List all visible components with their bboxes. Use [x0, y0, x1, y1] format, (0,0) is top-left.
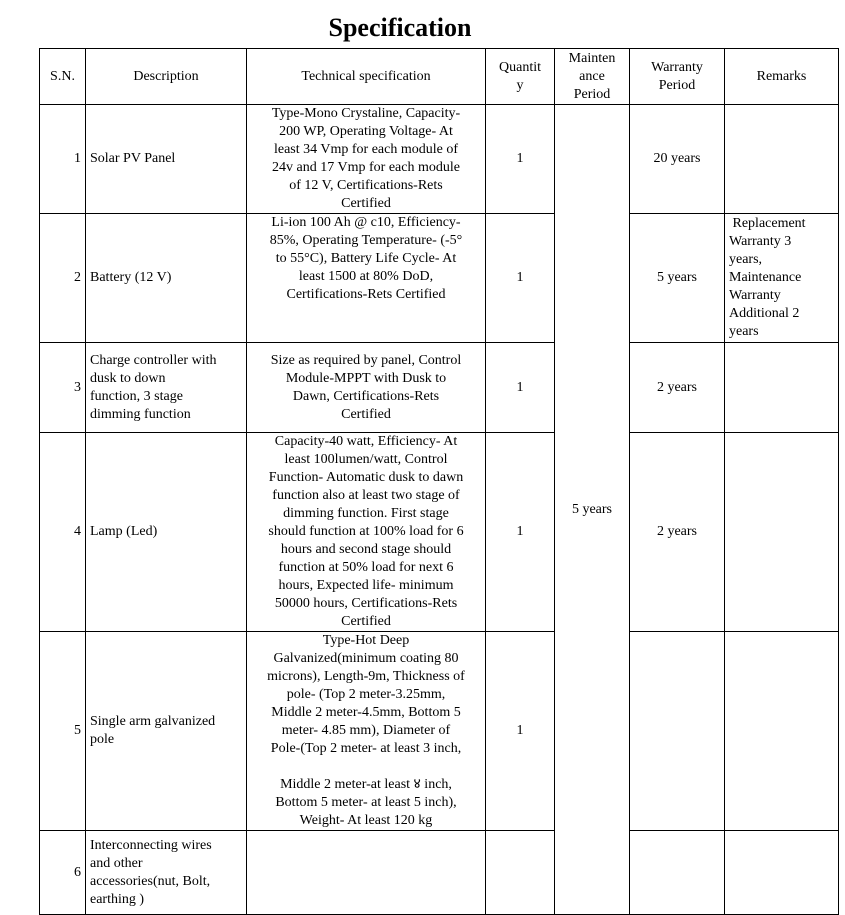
tech-line: pole- (Top 2 meter-3.25mm,: [286, 687, 446, 702]
desc-line: Charge controller with: [90, 352, 217, 368]
row-remarks: [725, 343, 839, 433]
row-quantity: 1: [486, 214, 555, 343]
remark-line: Warranty 3: [729, 234, 792, 249]
remark-line: years: [729, 324, 759, 339]
tech-line: Certifications-Rets Certified: [286, 287, 446, 302]
tech-line: Certified: [341, 614, 391, 629]
row-sn: 2: [40, 214, 86, 343]
tech-line: function at 50% load for next 6: [278, 560, 454, 575]
tech-line: Galvanized(minimum coating 80: [273, 651, 459, 666]
tech-line: Pole-(Top 2 meter- at least 3 inch,: [270, 741, 462, 756]
row-description: [86, 343, 247, 433]
table-row: [40, 214, 839, 343]
row-technical: [247, 632, 486, 831]
row-warranty: [630, 831, 725, 915]
row-sn: 1: [40, 105, 86, 214]
desc-line: dimming function: [90, 406, 191, 422]
header-sn: S.N.: [40, 49, 86, 105]
tech-line: Middle 2 meter-4.5mm, Bottom 5: [271, 705, 461, 720]
tech-line: Module-MPPT with Dusk to: [285, 370, 447, 386]
tech-line: Dawn, Certifications-Rets: [292, 388, 440, 404]
row-description: [86, 831, 247, 915]
row-remarks: [725, 831, 839, 915]
remark-line: Replacement: [729, 216, 806, 231]
tech-line: dimming function. First stage: [283, 506, 449, 521]
row-quantity: 1: [486, 343, 555, 433]
header-warranty-line2: Period: [658, 77, 696, 93]
tech-line: Bottom 5 meter- at least 5 inch),: [275, 795, 457, 810]
remark-line: Warranty: [729, 288, 781, 303]
tech-line: Li-ion 100 Ah @ c10, Efficiency-: [271, 215, 461, 230]
tech-line: meter- 4.85 mm), Diameter of: [281, 723, 451, 738]
tech-line: hours and second stage should: [280, 542, 452, 557]
row-quantity: 1: [486, 433, 555, 632]
header-quantity-line1: Quantit: [499, 59, 541, 75]
specification-table: [39, 48, 839, 915]
remark-line: Additional 2: [729, 306, 800, 321]
tech-line: 85%, Operating Temperature- (-5°: [269, 233, 463, 248]
header-row: [40, 49, 839, 105]
tech-line: 50000 hours, Certifications-Rets: [274, 596, 458, 611]
tech-line: least 34 Vmp for each module of: [273, 142, 459, 157]
row-warranty: 20 years: [630, 105, 725, 214]
header-warranty-line1: Warranty: [651, 59, 703, 75]
table-row: [40, 831, 839, 915]
row-technical: [247, 343, 486, 433]
header-maintenance-line3: Period: [573, 86, 611, 102]
row-warranty: 5 years: [630, 214, 725, 343]
desc-line: earthing ): [90, 891, 145, 907]
tech-line: Type-Mono Crystaline, Capacity-: [271, 106, 461, 121]
remark-line: Maintenance: [729, 270, 802, 285]
page-title: Specification: [328, 13, 472, 42]
row-sn: 4: [40, 433, 86, 632]
tech-line: to 55°C), Battery Life Cycle- At: [275, 251, 457, 266]
desc-line: pole: [90, 732, 115, 747]
tech-line: 200 WP, Operating Voltage- At: [279, 124, 453, 139]
row-description: [86, 632, 247, 831]
header-remarks: Remarks: [725, 49, 839, 105]
header-quantity-line2: y: [516, 77, 524, 93]
row-remarks: [725, 632, 839, 831]
table-row: [40, 632, 839, 831]
tech-line: Certified: [341, 196, 391, 211]
desc-line: accessories(nut, Bolt,: [90, 873, 211, 889]
row-description: Battery (12 V): [86, 214, 247, 343]
tech-line: Size as required by panel, Control: [270, 352, 462, 368]
row-remarks: [725, 105, 839, 214]
desc-line: Single arm galvanized: [90, 714, 216, 729]
header-description: Description: [86, 49, 247, 105]
maintenance-period-cell: 5 years: [555, 105, 630, 915]
remark-line: years,: [729, 252, 763, 267]
table-row: [40, 105, 839, 214]
row-remarks: [725, 433, 839, 632]
row-warranty: 2 years: [630, 433, 725, 632]
tech-line: Weight- At least 120 kg: [299, 813, 433, 828]
row-description: Solar PV Panel: [86, 105, 247, 214]
header-maintenance: [555, 49, 630, 105]
row-sn: 6: [40, 831, 86, 915]
desc-line: and other: [90, 855, 143, 871]
row-technical: [247, 214, 486, 343]
tech-line: Capacity-40 watt, Efficiency- At: [274, 434, 458, 449]
table-row: [40, 343, 839, 433]
row-technical: [247, 433, 486, 632]
row-quantity: 1: [486, 632, 555, 831]
desc-line: dusk to down: [90, 370, 166, 386]
desc-line: function, 3 stage: [90, 388, 183, 404]
row-remarks: [725, 214, 839, 343]
row-technical: [247, 831, 486, 915]
tech-line: of 12 V, Certifications-Rets: [289, 178, 443, 193]
header-maintenance-line2: ance: [579, 68, 605, 84]
tech-line: hours, Expected life- minimum: [278, 578, 454, 593]
row-warranty: [630, 632, 725, 831]
tech-line: least 100lumen/watt, Control: [284, 452, 448, 467]
row-description: Lamp (Led): [86, 433, 247, 632]
header-maintenance-line1: Mainten: [568, 50, 616, 66]
row-sn: 3: [40, 343, 86, 433]
tech-line: Function- Automatic dusk to dawn: [268, 470, 464, 485]
table-row: [40, 433, 839, 632]
row-warranty: 2 years: [630, 343, 725, 433]
tech-line: Type-Hot Deep: [322, 633, 410, 648]
tech-line: function also at least two stage of: [272, 488, 460, 503]
row-quantity: 1: [486, 105, 555, 214]
row-quantity: [486, 831, 555, 915]
tech-line: least 1500 at 80% DoD,: [298, 269, 434, 284]
tech-line: Certified: [341, 406, 391, 422]
tech-line: should function at 100% load for 6: [268, 524, 464, 539]
row-technical: [247, 105, 486, 214]
tech-line: microns), Length-9m, Thickness of: [267, 669, 465, 684]
tech-line: 24v and 17 Vmp for each module: [272, 160, 460, 175]
header-warranty: [630, 49, 725, 105]
header-quantity: [486, 49, 555, 105]
tech-line: Middle 2 meter-at least ४ inch,: [280, 777, 452, 792]
row-sn: 5: [40, 632, 86, 831]
header-technical: Technical specification: [247, 49, 486, 105]
desc-line: Interconnecting wires: [90, 837, 212, 853]
